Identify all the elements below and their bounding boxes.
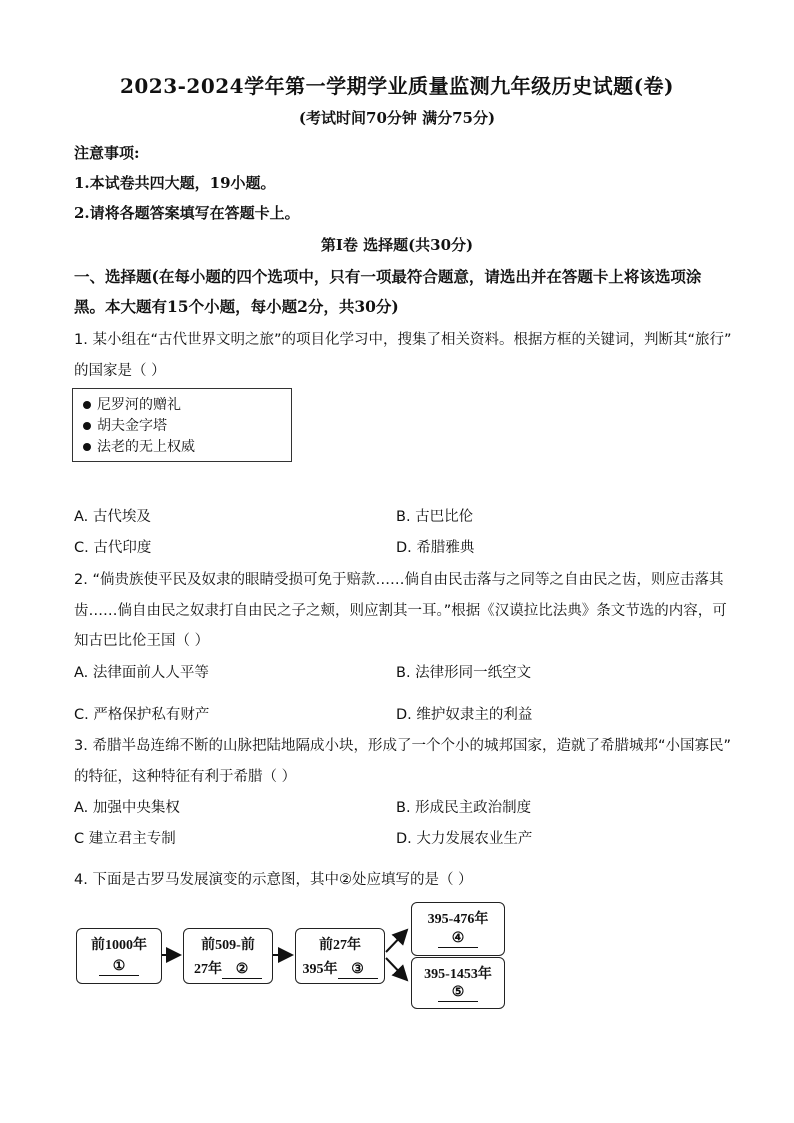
keyword-text: 尼罗河的赠礼: [97, 397, 181, 413]
box-4-blank: ④: [438, 930, 478, 948]
q3-option-c[interactable]: C 建立君主专制: [74, 831, 176, 847]
box-3-blank: ③: [338, 961, 378, 979]
box-5-blank: ⑤: [438, 984, 478, 1002]
box-3-period: 前27年: [319, 938, 361, 953]
q2-option-a[interactable]: A. 法律面前人人平等: [74, 665, 209, 681]
q1-option-c[interactable]: C. 古代印度: [74, 540, 152, 556]
keyword-text: 法老的无上权威: [97, 439, 195, 455]
q3-option-d[interactable]: D. 大力发展农业生产: [396, 831, 533, 847]
keyword-text: 胡夫金字塔: [97, 418, 167, 434]
q4-stem: 4. 下面是古罗马发展演变的示意图，其中②处应填写的是（ ）: [74, 872, 473, 888]
page-title: 2023-2024学年第一学期学业质量监测九年级历史试题(卷): [119, 74, 675, 98]
q3-option-a[interactable]: A. 加强中央集权: [74, 800, 180, 816]
box-1-period: 前1000年: [91, 938, 147, 953]
q3-stem-line1: 3. 希腊半岛连绵不断的山脉把陆地隔成小块，形成了一个个小的城邦国家，造就了希腊城邦“小国寡民”: [74, 738, 731, 754]
notice-item-2: 2.请将各题答案填写在答题卡上。: [74, 204, 300, 222]
q1-stem-line2: 的国家是（ ）: [74, 363, 166, 379]
notice-heading: 注意事项:: [74, 144, 140, 162]
part1-instructions-line1: 一、选择题(在每小题的四个选项中，只有一项最符合题意，请选出并在答题卡上将该选项涂: [74, 267, 702, 286]
box-2-period: 前509-前: [201, 938, 255, 953]
q2-stem-line3: 知古巴比伦王国（ ）: [74, 633, 210, 649]
box-2-blank: ②: [222, 961, 262, 979]
q1-option-b[interactable]: B. 古巴比伦: [396, 509, 474, 525]
q2-option-c[interactable]: C. 严格保护私有财产: [74, 707, 210, 723]
box-3-prefix: 395年: [302, 962, 338, 977]
q2-stem-line2: 齿……倘自由民之奴隶打自由民之子之颊，则应割其一耳。”根据《汉谟拉比法典》条文节选的内容，可: [74, 603, 727, 619]
part1-instructions-line2: 黑。本大题有15个小题，每小题2分，共30分): [74, 297, 399, 316]
exam-info: (考试时间70分钟 满分75分): [298, 109, 496, 127]
arrow-3-to-5: [386, 958, 407, 980]
q1-option-a[interactable]: A. 古代埃及: [74, 509, 151, 525]
box-1-blank: ①: [99, 958, 139, 976]
q2-stem-line1: 2. “倘贵族使平民及奴隶的眼睛受损可免于赔款……倘自由民击落与之同等之自由民之齿，则应击落其: [74, 572, 724, 588]
q2-option-d[interactable]: D. 维护奴隶主的利益: [396, 707, 533, 723]
section-title: 第Ⅰ卷 选择题(共30分): [320, 236, 474, 254]
q3-option-b[interactable]: B. 形成民主政治制度: [396, 800, 532, 816]
notice-item-1: 1.本试卷共四大题，19小题。: [74, 174, 276, 192]
q1-option-d[interactable]: D. 希腊雅典: [396, 540, 475, 556]
q2-option-b[interactable]: B. 法律形同一纸空文: [396, 665, 532, 681]
q1-stem-line1: 1. 某小组在“古代世界文明之旅”的项目化学习中，搜集了相关资料。根据方框的关键词，判断其“旅行”: [74, 332, 732, 348]
arrow-3-to-4: [386, 930, 407, 952]
box-2-prefix: 27年: [194, 962, 222, 977]
box-4-period: 395-476年: [427, 912, 489, 927]
q3-stem-line2: 的特征，这种特征有利于希腊（ ）: [74, 769, 297, 785]
box-5-period: 395-1453年: [424, 967, 492, 982]
